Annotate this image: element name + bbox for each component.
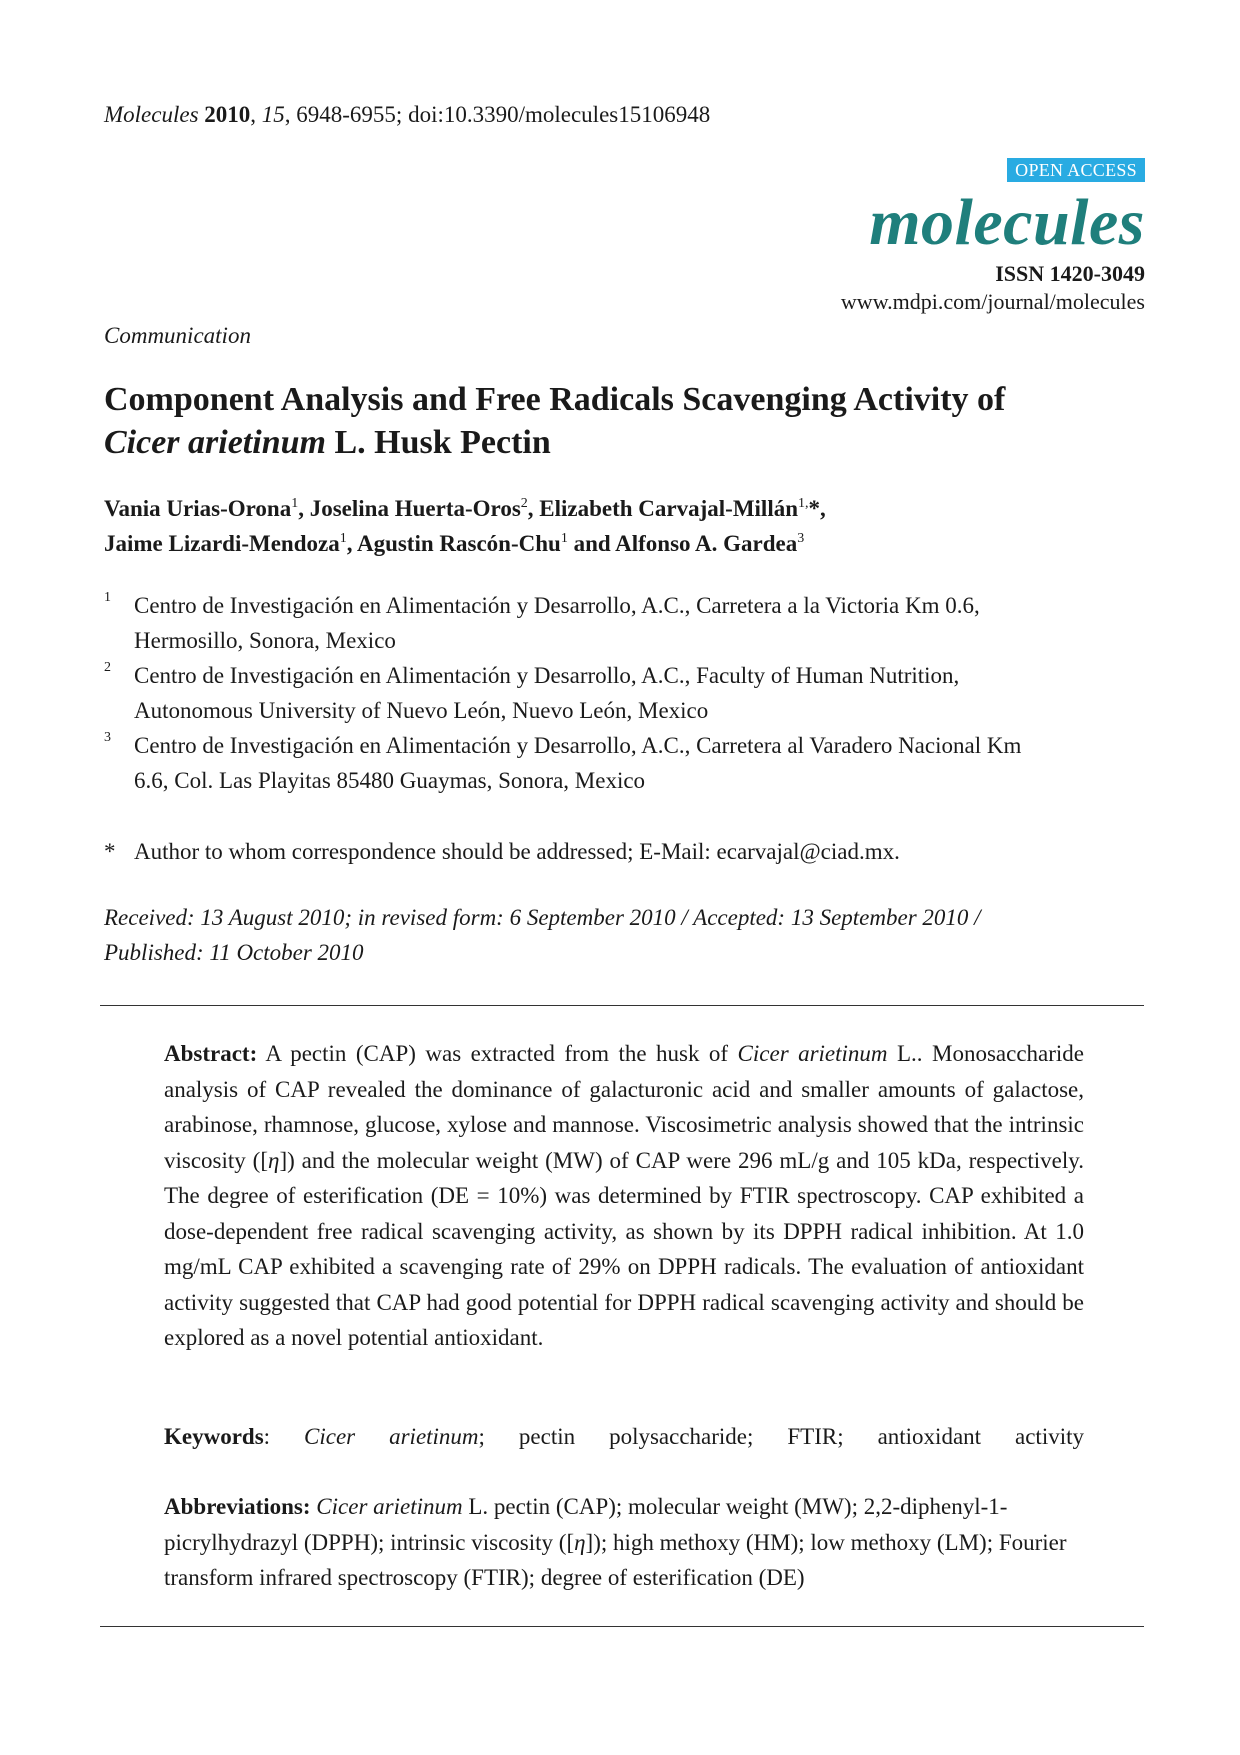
abbreviations-label: Abbreviations: <box>164 1494 311 1519</box>
author-affiliation-mark: 1 <box>291 496 299 511</box>
author-name: Vania Urias-Orona <box>104 496 292 521</box>
correspondence-note <box>104 839 900 865</box>
abbreviations <box>164 1489 1084 1596</box>
article-type: Communication <box>104 323 251 348</box>
abstract-species: Cicer arietinum <box>737 1041 888 1066</box>
journal-issn: ISSN 1420-3049 <box>995 261 1145 286</box>
affiliation-number: 2 <box>104 660 111 675</box>
citation-year: 2010 <box>204 102 251 127</box>
author-affiliation-mark: 2 <box>520 496 528 511</box>
title-rest: L. Husk Pectin <box>325 424 551 461</box>
affiliation-list <box>104 588 1144 798</box>
keywords-species: Cicer arietinum <box>304 1424 479 1449</box>
keywords-text: ; pectin polysaccharide; FTIR; antioxidant activity <box>478 1424 1084 1449</box>
affiliation-line: Autonomous University of Nuevo León, Nuevo León, Mexico <box>134 698 709 723</box>
author-separator: , <box>527 496 540 521</box>
journal-url[interactable]: www.mdpi.com/journal/molecules <box>840 289 1145 314</box>
abstract-text: ]) and the molecular weight (MW) of CAP were 296 mL/g and 105 kDa, respectively. The degree of esterification (DE = 10%) was determined by FTIR spectroscopy. CAP exhibited a dose-dependent free radical scavenging activity, as shown by its DPPH radical inhibition. At 1.0 mg/mL CAP exhibited a scavenging rate of 29% on DPPH radicals. The evaluation of antioxidant activity suggested that CAP had good potential for DPPH radical scavenging activity and should be explored as a novel potential antioxidant. <box>164 1147 1084 1350</box>
author-name: Elizabeth Carvajal-Millán <box>539 496 799 521</box>
divider-top <box>100 1005 1144 1006</box>
affiliation-item <box>104 728 1144 798</box>
author-affiliation-mark: 1, <box>798 496 809 511</box>
abbreviations-text: L. pectin (CAP); molecular weight (MW); 2,2-diphenyl-1-picrylhydrazyl (DPPH); intrinsic viscosity ([ <box>164 1494 1008 1555</box>
eta-symbol: η <box>268 1147 280 1173</box>
author-separator: , <box>298 496 310 521</box>
keywords-colon: : <box>263 1424 305 1449</box>
affiliation-line: Hermosillo, Sonora, Mexico <box>134 628 396 653</box>
journal-citation: Molecules 2010, 15, 6948-6955; doi:10.3390/molecules15106948 <box>104 102 711 127</box>
author-name: Agustin Rascón-Chu <box>356 531 561 556</box>
author-affiliation-mark: 1 <box>560 531 568 546</box>
author-name: Jaime Lizardi-Mendoza <box>104 531 340 556</box>
affiliation-item <box>104 588 1144 658</box>
dates-line: Published: 11 October 2010 <box>104 940 364 965</box>
keywords-label: Keywords <box>164 1424 264 1449</box>
correspondence-mark: * <box>104 839 116 864</box>
abstract-text: L.. Monosaccharide analysis of CAP revealed the dominance of galacturonic acid and smaller amounts of galactose, arabinose, rhamnose, glucose, xylose and mannose. Viscosimetric analysis showed that the intrinsic viscosity ([ <box>164 1041 1084 1173</box>
author-affiliation-mark: 3 <box>797 531 805 546</box>
open-access-badge: OPEN ACCESS <box>1007 158 1145 182</box>
author-name: Alfonso A. Gardea <box>615 531 798 556</box>
publication-dates <box>104 900 1144 970</box>
citation-journal: Molecules <box>104 102 199 127</box>
keywords <box>164 1419 1084 1455</box>
author-name: Joselina Huerta-Oros <box>309 496 521 521</box>
citation-rest: , 6948-6955; doi:10.3390/molecules15106948 <box>284 102 711 127</box>
abbreviations-species: Cicer arietinum <box>316 1494 463 1519</box>
affiliation-number: 3 <box>104 730 111 745</box>
affiliation-line: Centro de Investigación en Alimentación y Desarrollo, A.C., Carretera al Varadero Nacional Km <box>134 733 1022 758</box>
affiliation-item <box>104 658 1144 728</box>
abbreviations-text: ]); high methoxy (HM); low methoxy (LM); Fourier transform infrared spectroscopy (FTIR); degree of esterification (DE) <box>164 1529 1067 1590</box>
author-separator: *, <box>808 496 826 521</box>
article-title <box>104 378 1144 464</box>
affiliation-line: 6.6, Col. Las Playitas 85480 Guaymas, Sonora, Mexico <box>134 768 646 793</box>
affiliation-line: Centro de Investigación en Alimentación y Desarrollo, A.C., Faculty of Human Nutrition, <box>134 663 960 688</box>
author-list <box>104 491 1144 561</box>
divider-bottom <box>100 1626 1144 1627</box>
author-separator: and <box>567 531 616 556</box>
author-affiliation-mark: 1 <box>339 531 347 546</box>
affiliation-number: 1 <box>104 590 111 605</box>
abstract <box>164 1036 1084 1356</box>
eta-symbol: η <box>574 1529 586 1555</box>
title-line1: Component Analysis and Free Radicals Scavenging Activity of <box>104 381 1006 418</box>
dates-line: Received: 13 August 2010; in revised form: 6 September 2010 / Accepted: 13 September 2010 / <box>104 905 981 930</box>
title-species: Cicer arietinum <box>104 424 326 461</box>
abstract-label: Abstract: <box>164 1041 258 1066</box>
citation-volume: 15 <box>261 102 285 127</box>
journal-logo: molecules <box>869 186 1145 259</box>
correspondence-text: Author to whom correspondence should be addressed; E-Mail: ecarvajal@ciad.mx. <box>134 839 900 864</box>
author-separator: , <box>346 531 357 556</box>
affiliation-line: Centro de Investigación en Alimentación y Desarrollo, A.C., Carretera a la Victoria Km 0.6, <box>134 593 980 618</box>
abstract-text: A pectin (CAP) was extracted from the husk of <box>257 1041 738 1066</box>
